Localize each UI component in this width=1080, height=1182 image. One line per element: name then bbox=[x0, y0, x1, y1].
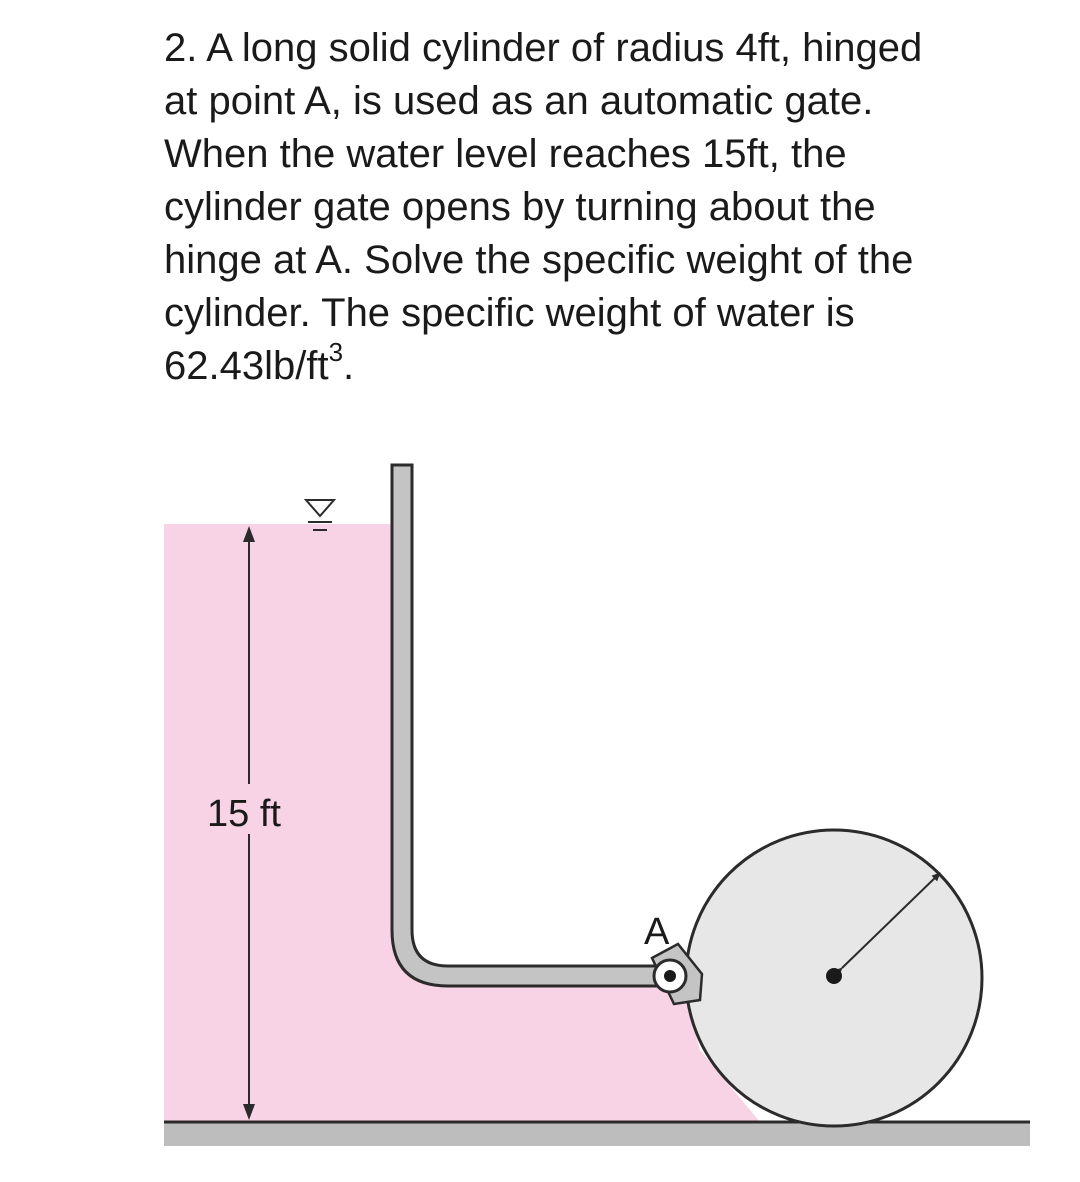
problem-line: cylinder. The specific weight of water is bbox=[164, 291, 855, 335]
gate-plate bbox=[392, 465, 660, 986]
hinge-label: A bbox=[644, 911, 670, 953]
depth-label: 15 ft bbox=[207, 793, 281, 835]
specific-weight-value: 62.43lb/ft bbox=[164, 344, 329, 388]
problem-line: hinge at A. Solve the specific weight of the bbox=[164, 238, 914, 282]
period: . bbox=[343, 344, 355, 388]
cylinder-center bbox=[826, 968, 842, 984]
problem-line: When the water level reaches 15ft, the bbox=[164, 132, 847, 176]
problem-line: cylinder gate opens by turning about the bbox=[164, 185, 876, 229]
ground bbox=[164, 1122, 1030, 1146]
problem-line: 2. A long solid cylinder of radius 4ft, hinged bbox=[164, 26, 923, 70]
free-surface-icon bbox=[306, 500, 334, 516]
hinge-pin bbox=[664, 970, 676, 982]
exponent: 3 bbox=[328, 336, 344, 367]
problem-line: at point A, is used as an automatic gate. bbox=[164, 79, 874, 123]
